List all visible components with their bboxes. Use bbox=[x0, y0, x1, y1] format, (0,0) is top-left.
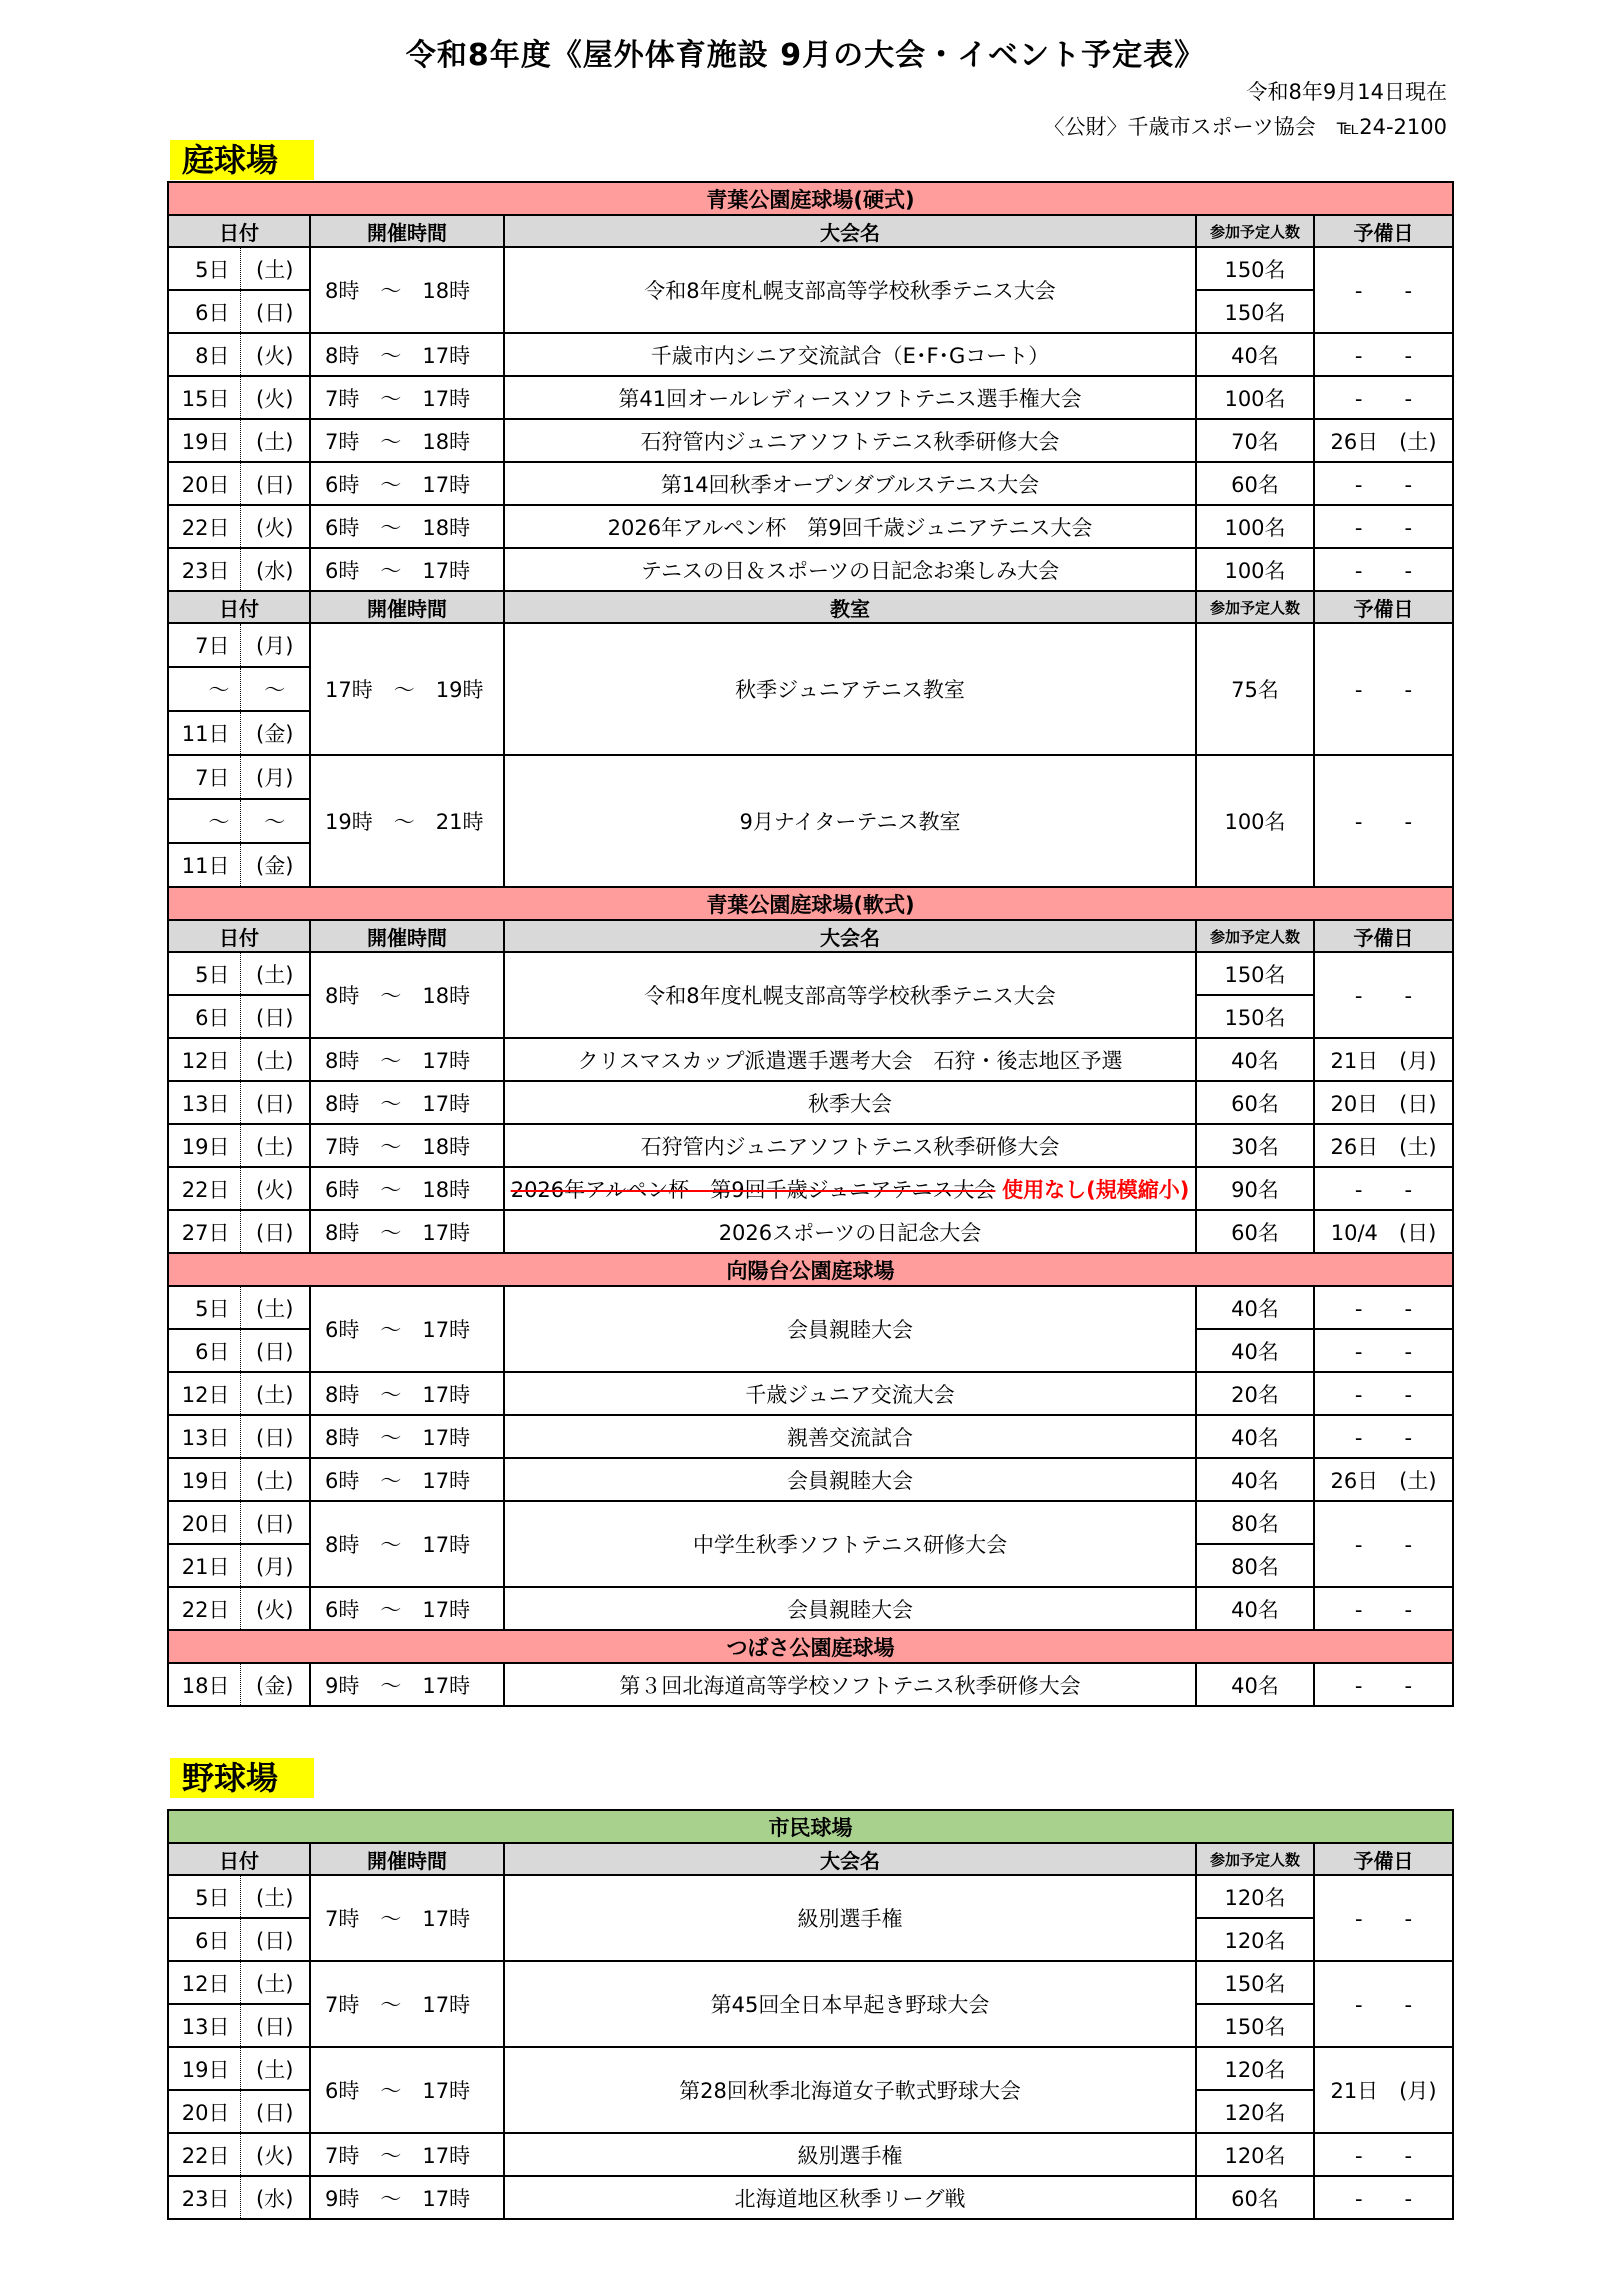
reserve-cell: - - bbox=[1314, 462, 1453, 505]
day-cell: 11日 bbox=[168, 711, 240, 755]
weekday-cell: (日) bbox=[240, 290, 310, 333]
table-row bbox=[168, 1415, 1453, 1458]
table-row bbox=[168, 1961, 1453, 2004]
table-row bbox=[168, 1210, 1453, 1253]
people-cell: 150名 bbox=[1196, 290, 1314, 333]
table-row bbox=[168, 548, 1453, 591]
weekday-cell: (土) bbox=[240, 1124, 310, 1167]
weekday-cell: (水) bbox=[240, 548, 310, 591]
reserve-cell: - - bbox=[1314, 505, 1453, 548]
weekday-cell: (火) bbox=[240, 2133, 310, 2176]
table-row bbox=[168, 755, 1453, 799]
event-cell: 第45回全日本早起き野球大会 bbox=[504, 1961, 1196, 2047]
table-row bbox=[168, 1038, 1453, 1081]
venue-name: 向陽台公園庭球場 bbox=[168, 1253, 1453, 1286]
people-cell: 40名 bbox=[1196, 1329, 1314, 1372]
reserve-cell: 10/4 (日) bbox=[1314, 1210, 1453, 1253]
people-cell: 40名 bbox=[1196, 1458, 1314, 1501]
col-date: 日付 bbox=[168, 920, 310, 952]
column-header-row bbox=[168, 920, 1453, 952]
page-title: 令和8年度《屋外体育施設 9月の大会・イベント予定表》 bbox=[405, 38, 1206, 73]
people-cell: 120名 bbox=[1196, 2047, 1314, 2090]
weekday-cell: (金) bbox=[240, 711, 310, 755]
people-cell: 40名 bbox=[1196, 1038, 1314, 1081]
table-row bbox=[168, 1663, 1453, 1706]
weekday-cell: (土) bbox=[240, 1875, 310, 1918]
weekday-cell: (火) bbox=[240, 376, 310, 419]
day-cell: 8日 bbox=[168, 333, 240, 376]
weekday-cell: (金) bbox=[240, 843, 310, 887]
col-time: 開催時間 bbox=[310, 591, 504, 623]
time-cell: 6時 ～ 18時 bbox=[310, 505, 504, 548]
table-row bbox=[168, 419, 1453, 462]
cancellation-note: 使用なし(規模縮小) bbox=[1002, 1177, 1190, 1202]
weekday-cell: (月) bbox=[240, 755, 310, 799]
day-cell: 22日 bbox=[168, 1167, 240, 1210]
people-cell: 20名 bbox=[1196, 1372, 1314, 1415]
day-cell: 13日 bbox=[168, 2004, 240, 2047]
people-cell: 150名 bbox=[1196, 995, 1314, 1038]
reserve-cell: - - bbox=[1314, 1286, 1453, 1329]
day-cell: 19日 bbox=[168, 1124, 240, 1167]
people-cell: 150名 bbox=[1196, 247, 1314, 290]
table-row bbox=[168, 1501, 1453, 1544]
day-cell: 7日 bbox=[168, 755, 240, 799]
event-cell: 令和8年度札幌支部高等学校秋季テニス大会 bbox=[504, 952, 1196, 1038]
day-cell: 5日 bbox=[168, 247, 240, 290]
day-cell: 27日 bbox=[168, 1210, 240, 1253]
col-date: 日付 bbox=[168, 215, 310, 247]
reserve-cell: 26日 (土) bbox=[1314, 1458, 1453, 1501]
weekday-cell: (日) bbox=[240, 1210, 310, 1253]
event-cell: 9月ナイターテニス教室 bbox=[504, 755, 1196, 887]
day-cell: 12日 bbox=[168, 1372, 240, 1415]
as-of-date: 令和8年9月14日現在 bbox=[1246, 80, 1447, 104]
people-cell: 60名 bbox=[1196, 1210, 1314, 1253]
event-cell: 石狩管内ジュニアソフトテニス秋季研修大会 bbox=[504, 1124, 1196, 1167]
time-cell: 7時 ～ 17時 bbox=[310, 376, 504, 419]
reserve-cell: - - bbox=[1314, 376, 1453, 419]
reserve-cell: - - bbox=[1314, 1663, 1453, 1706]
col-time: 開催時間 bbox=[310, 1843, 504, 1875]
reserve-cell: - - bbox=[1314, 333, 1453, 376]
weekday-cell: (月) bbox=[240, 1544, 310, 1587]
time-cell: 7時 ～ 17時 bbox=[310, 2133, 504, 2176]
weekday-cell: (日) bbox=[240, 1415, 310, 1458]
day-cell: 21日 bbox=[168, 1544, 240, 1587]
col-reserve: 予備日 bbox=[1314, 215, 1453, 247]
time-cell: 7時 ～ 17時 bbox=[310, 1875, 504, 1961]
col-reserve: 予備日 bbox=[1314, 591, 1453, 623]
event-cell: 秋季ジュニアテニス教室 bbox=[504, 623, 1196, 755]
event-cell: 級別選手権 bbox=[504, 1875, 1196, 1961]
event-cell: 級別選手権 bbox=[504, 2133, 1196, 2176]
people-cell: 40名 bbox=[1196, 333, 1314, 376]
event-cell: 2026年アルペン杯 第9回千歳ジュニアテニス大会 bbox=[504, 505, 1196, 548]
people-cell: 60名 bbox=[1196, 1081, 1314, 1124]
reserve-cell: 26日 (土) bbox=[1314, 419, 1453, 462]
table-row bbox=[168, 505, 1453, 548]
reserve-cell: - - bbox=[1314, 1167, 1453, 1210]
col-event: 大会名 bbox=[504, 920, 1196, 952]
table-row bbox=[168, 247, 1453, 290]
weekday-cell: (火) bbox=[240, 1587, 310, 1630]
reserve-cell: 26日 (土) bbox=[1314, 1124, 1453, 1167]
reserve-cell: - - bbox=[1314, 952, 1453, 1038]
event-cell: 会員親睦大会 bbox=[504, 1286, 1196, 1372]
people-cell: 120名 bbox=[1196, 2133, 1314, 2176]
people-cell: 40名 bbox=[1196, 1286, 1314, 1329]
section-label-baseball: 野球場 bbox=[170, 1758, 314, 1798]
table-row bbox=[168, 462, 1453, 505]
col-date: 日付 bbox=[168, 591, 310, 623]
weekday-cell: (火) bbox=[240, 1167, 310, 1210]
day-cell: 7日 bbox=[168, 623, 240, 667]
time-cell: 7時 ～ 17時 bbox=[310, 1961, 504, 2047]
col-event: 大会名 bbox=[504, 215, 1196, 247]
people-cell: 90名 bbox=[1196, 1167, 1314, 1210]
event-cell: 第14回秋季オープンダブルステニス大会 bbox=[504, 462, 1196, 505]
weekday-cell: (火) bbox=[240, 505, 310, 548]
reserve-cell: - - bbox=[1314, 1961, 1453, 2047]
reserve-cell: - - bbox=[1314, 755, 1453, 887]
people-cell: 100名 bbox=[1196, 755, 1314, 887]
weekday-cell: (日) bbox=[240, 2004, 310, 2047]
reserve-cell: - - bbox=[1314, 1875, 1453, 1961]
event-cell: テニスの日＆スポーツの日記念お楽しみ大会 bbox=[504, 548, 1196, 591]
people-cell: 150名 bbox=[1196, 952, 1314, 995]
day-cell: 22日 bbox=[168, 505, 240, 548]
time-cell: 8時 ～ 17時 bbox=[310, 1038, 504, 1081]
day-cell: 22日 bbox=[168, 1587, 240, 1630]
col-time: 開催時間 bbox=[310, 920, 504, 952]
time-cell: 7時 ～ 18時 bbox=[310, 419, 504, 462]
event-cell: 千歳ジュニア交流大会 bbox=[504, 1372, 1196, 1415]
people-cell: 100名 bbox=[1196, 376, 1314, 419]
time-cell: 8時 ～ 17時 bbox=[310, 1210, 504, 1253]
day-cell: 19日 bbox=[168, 419, 240, 462]
time-cell: 6時 ～ 17時 bbox=[310, 1286, 504, 1372]
table-row bbox=[168, 1372, 1453, 1415]
weekday-cell: (日) bbox=[240, 1329, 310, 1372]
event-cell: クリスマスカップ派遣選手選考大会 石狩・後志地区予選 bbox=[504, 1038, 1196, 1081]
reserve-cell: - - bbox=[1314, 2176, 1453, 2219]
reserve-cell: - - bbox=[1314, 2133, 1453, 2176]
table-row bbox=[168, 376, 1453, 419]
weekday-cell: (日) bbox=[240, 2090, 310, 2133]
time-cell: 6時 ～ 17時 bbox=[310, 1458, 504, 1501]
table-row bbox=[168, 2047, 1453, 2090]
weekday-cell: (土) bbox=[240, 952, 310, 995]
weekday-cell: (水) bbox=[240, 2176, 310, 2219]
time-cell: 8時 ～ 17時 bbox=[310, 1372, 504, 1415]
time-cell: 19時 ～ 21時 bbox=[310, 755, 504, 887]
day-cell: ～ bbox=[168, 667, 240, 711]
people-cell: 40名 bbox=[1196, 1415, 1314, 1458]
day-cell: 6日 bbox=[168, 1918, 240, 1961]
event-cell: 親善交流試合 bbox=[504, 1415, 1196, 1458]
weekday-cell: (土) bbox=[240, 2047, 310, 2090]
reserve-cell: - - bbox=[1314, 1587, 1453, 1630]
people-cell: 40名 bbox=[1196, 1587, 1314, 1630]
column-header-row bbox=[168, 1843, 1453, 1875]
people-cell: 150名 bbox=[1196, 1961, 1314, 2004]
table-row bbox=[168, 333, 1453, 376]
day-cell: 6日 bbox=[168, 995, 240, 1038]
weekday-cell: ～ bbox=[240, 799, 310, 843]
table-row bbox=[168, 623, 1453, 667]
time-cell: 6時 ～ 17時 bbox=[310, 2047, 504, 2133]
event-cell: 会員親睦大会 bbox=[504, 1458, 1196, 1501]
event-cell: 中学生秋季ソフトテニス研修大会 bbox=[504, 1501, 1196, 1587]
event-cell: 第41回オールレディースソフトテニス選手権大会 bbox=[504, 376, 1196, 419]
day-cell: 15日 bbox=[168, 376, 240, 419]
day-cell: 11日 bbox=[168, 843, 240, 887]
people-cell: 70名 bbox=[1196, 419, 1314, 462]
table-row bbox=[168, 1081, 1453, 1124]
day-cell: 20日 bbox=[168, 462, 240, 505]
time-cell: 9時 ～ 17時 bbox=[310, 2176, 504, 2219]
reserve-cell: 21日 (月) bbox=[1314, 1038, 1453, 1081]
time-cell: 8時 ～ 17時 bbox=[310, 1501, 504, 1587]
day-cell: 13日 bbox=[168, 1081, 240, 1124]
people-cell: 30名 bbox=[1196, 1124, 1314, 1167]
venue-name: 市民球場 bbox=[168, 1810, 1453, 1843]
reserve-cell: - - bbox=[1314, 1329, 1453, 1372]
people-cell: 75名 bbox=[1196, 623, 1314, 755]
people-cell: 60名 bbox=[1196, 462, 1314, 505]
venue-name: 青葉公園庭球場(硬式) bbox=[168, 182, 1453, 215]
people-cell: 100名 bbox=[1196, 505, 1314, 548]
day-cell: 22日 bbox=[168, 2133, 240, 2176]
reserve-cell: - - bbox=[1314, 1415, 1453, 1458]
table-row bbox=[168, 1124, 1453, 1167]
weekday-cell: (日) bbox=[240, 462, 310, 505]
table-row bbox=[168, 1587, 1453, 1630]
day-cell: 5日 bbox=[168, 1286, 240, 1329]
weekday-cell: (土) bbox=[240, 1372, 310, 1415]
day-cell: 18日 bbox=[168, 1663, 240, 1706]
day-cell: 19日 bbox=[168, 1458, 240, 1501]
col-people: 参加予定人数 bbox=[1196, 215, 1314, 247]
event-cell: 第３回北海道高等学校ソフトテニス秋季研修大会 bbox=[504, 1663, 1196, 1706]
table-row bbox=[168, 2133, 1453, 2176]
time-cell: 8時 ～ 17時 bbox=[310, 1081, 504, 1124]
venue-header-tsubasa bbox=[168, 1630, 1453, 1663]
time-cell: 6時 ～ 17時 bbox=[310, 1587, 504, 1630]
time-cell: 7時 ～ 18時 bbox=[310, 1124, 504, 1167]
day-cell: 23日 bbox=[168, 2176, 240, 2219]
reserve-cell: - - bbox=[1314, 623, 1453, 755]
event-cell: 会員親睦大会 bbox=[504, 1587, 1196, 1630]
weekday-cell: (日) bbox=[240, 1081, 310, 1124]
time-cell: 9時 ～ 17時 bbox=[310, 1663, 504, 1706]
day-cell: ～ bbox=[168, 799, 240, 843]
reserve-cell: 21日 (月) bbox=[1314, 2047, 1453, 2133]
people-cell: 80名 bbox=[1196, 1544, 1314, 1587]
weekday-cell: (土) bbox=[240, 1286, 310, 1329]
weekday-cell: (金) bbox=[240, 1663, 310, 1706]
col-reserve: 予備日 bbox=[1314, 920, 1453, 952]
day-cell: 12日 bbox=[168, 1961, 240, 2004]
weekday-cell: (土) bbox=[240, 1961, 310, 2004]
reserve-cell: - - bbox=[1314, 1372, 1453, 1415]
venue-header-aoba-soft bbox=[168, 887, 1453, 920]
col-event: 大会名 bbox=[504, 1843, 1196, 1875]
reserve-cell: - - bbox=[1314, 1501, 1453, 1587]
weekday-cell: (火) bbox=[240, 333, 310, 376]
day-cell: 6日 bbox=[168, 290, 240, 333]
column-header-row bbox=[168, 215, 1453, 247]
venue-name: 青葉公園庭球場(軟式) bbox=[168, 887, 1453, 920]
event-cell-cancelled bbox=[504, 1167, 1196, 1210]
time-cell: 17時 ～ 19時 bbox=[310, 623, 504, 755]
weekday-cell: (土) bbox=[240, 247, 310, 290]
people-cell: 120名 bbox=[1196, 1918, 1314, 1961]
baseball-table bbox=[167, 1809, 1454, 2220]
table-row bbox=[168, 1458, 1453, 1501]
weekday-cell: (土) bbox=[240, 1038, 310, 1081]
cancelled-event-name: 2026年アルペン杯 第9回千歳ジュニアテニス大会 bbox=[510, 1177, 996, 1202]
people-cell: 120名 bbox=[1196, 1875, 1314, 1918]
reserve-cell: 20日 (日) bbox=[1314, 1081, 1453, 1124]
event-cell: 令和8年度札幌支部高等学校秋季テニス大会 bbox=[504, 247, 1196, 333]
col-date: 日付 bbox=[168, 1843, 310, 1875]
section-label-tennis: 庭球場 bbox=[170, 140, 314, 180]
day-cell: 23日 bbox=[168, 548, 240, 591]
reserve-cell: - - bbox=[1314, 247, 1453, 333]
day-cell: 20日 bbox=[168, 1501, 240, 1544]
weekday-cell: (日) bbox=[240, 1918, 310, 1961]
table-row bbox=[168, 952, 1453, 995]
venue-header-aoba-hard bbox=[168, 182, 1453, 215]
weekday-cell: (土) bbox=[240, 1458, 310, 1501]
weekday-cell: (土) bbox=[240, 419, 310, 462]
table-row bbox=[168, 1286, 1453, 1329]
people-cell: 60名 bbox=[1196, 2176, 1314, 2219]
table-row bbox=[168, 2176, 1453, 2219]
table-row bbox=[168, 1875, 1453, 1918]
venue-header-shimin-stadium bbox=[168, 1810, 1453, 1843]
venue-header-koyodai bbox=[168, 1253, 1453, 1286]
time-cell: 8時 ～ 17時 bbox=[310, 1415, 504, 1458]
event-cell: 秋季大会 bbox=[504, 1081, 1196, 1124]
weekday-cell: ～ bbox=[240, 667, 310, 711]
time-cell: 6時 ～ 17時 bbox=[310, 548, 504, 591]
venue-name: つばさ公園庭球場 bbox=[168, 1630, 1453, 1663]
day-cell: 6日 bbox=[168, 1329, 240, 1372]
time-cell: 8時 ～ 18時 bbox=[310, 247, 504, 333]
people-cell: 40名 bbox=[1196, 1663, 1314, 1706]
weekday-cell: (月) bbox=[240, 623, 310, 667]
col-people: 参加予定人数 bbox=[1196, 1843, 1314, 1875]
people-cell: 80名 bbox=[1196, 1501, 1314, 1544]
time-cell: 6時 ～ 18時 bbox=[310, 1167, 504, 1210]
time-cell: 8時 ～ 17時 bbox=[310, 333, 504, 376]
day-cell: 12日 bbox=[168, 1038, 240, 1081]
day-cell: 5日 bbox=[168, 1875, 240, 1918]
people-cell: 120名 bbox=[1196, 2090, 1314, 2133]
col-reserve: 予備日 bbox=[1314, 1843, 1453, 1875]
event-cell: 石狩管内ジュニアソフトテニス秋季研修大会 bbox=[504, 419, 1196, 462]
col-people: 参加予定人数 bbox=[1196, 591, 1314, 623]
event-cell: 千歳市内シニア交流試合（E･F･Gコート） bbox=[504, 333, 1196, 376]
event-cell: 2026スポーツの日記念大会 bbox=[504, 1210, 1196, 1253]
weekday-cell: (日) bbox=[240, 1501, 310, 1544]
organization-contact: 〈公財〉千歳市スポーツ協会 ℡24-2100 bbox=[1043, 115, 1447, 139]
tennis-table bbox=[167, 181, 1454, 1707]
reserve-cell: - - bbox=[1314, 548, 1453, 591]
day-cell: 5日 bbox=[168, 952, 240, 995]
day-cell: 13日 bbox=[168, 1415, 240, 1458]
day-cell: 19日 bbox=[168, 2047, 240, 2090]
people-cell: 150名 bbox=[1196, 2004, 1314, 2047]
table-row bbox=[168, 1167, 1453, 1210]
col-time: 開催時間 bbox=[310, 215, 504, 247]
col-people: 参加予定人数 bbox=[1196, 920, 1314, 952]
weekday-cell: (日) bbox=[240, 995, 310, 1038]
col-class: 教室 bbox=[504, 591, 1196, 623]
event-cell: 第28回秋季北海道女子軟式野球大会 bbox=[504, 2047, 1196, 2133]
people-cell: 100名 bbox=[1196, 548, 1314, 591]
time-cell: 8時 ～ 18時 bbox=[310, 952, 504, 1038]
time-cell: 6時 ～ 17時 bbox=[310, 462, 504, 505]
event-cell: 北海道地区秋季リーグ戦 bbox=[504, 2176, 1196, 2219]
column-header-row bbox=[168, 591, 1453, 623]
day-cell: 20日 bbox=[168, 2090, 240, 2133]
